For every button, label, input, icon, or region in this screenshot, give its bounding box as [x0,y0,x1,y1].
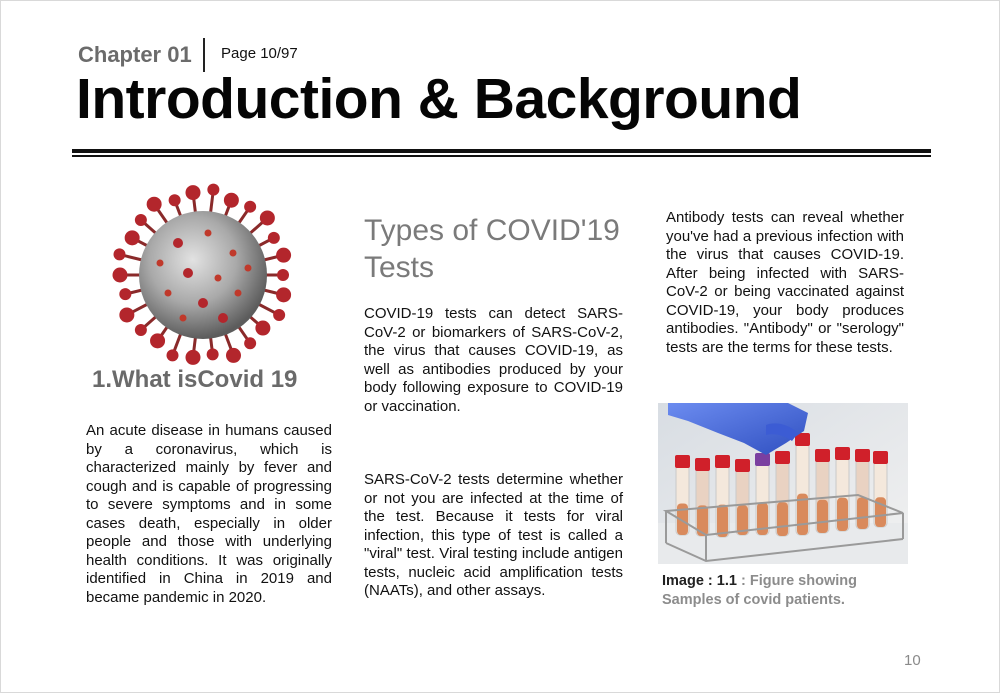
tube-liquid [757,503,768,535]
virus-surface-dot [173,238,183,248]
virus-spike-head [113,248,125,260]
virus-spike-head [260,210,275,225]
virus-spike-head [276,287,291,302]
page-indicator: Page 10/97 [221,45,298,62]
virus-surface-dot [218,313,228,323]
virus-spike-head [276,248,291,263]
tube-cap [873,451,888,464]
image-caption [662,572,902,609]
virus-spike-head [135,324,147,336]
virus-body [139,211,267,339]
virus-spike-head [244,337,256,349]
tests-intro-text: COVID-19 tests can detect SARS-CoV-2 or biomarkers of SARS-CoV-2, the virus that causes COVID-19, as well as antibodies produced by your body following exposure to COVID-19 or vaccination. [364,305,623,415]
title-rule-thick [72,149,931,153]
virus-spike-head [268,232,280,244]
virus-spike-head [244,201,256,213]
virus-spike-head [119,288,131,300]
virus-surface-dot [215,275,222,282]
virus-spike-head [169,194,181,206]
viral-tests-text: SARS-CoV-2 tests determine whether or not you are infected at the time of the test. Because it tests for viral infection, this type of test is called a "viral" test. Viral testing include antigen tests, nucleic acid amplification tests (NAATs), and other assays. [364,471,623,599]
caption-label: Image : 1.1 [662,573,737,589]
caption-text: : Figure showing Samples of covid patients. [662,573,857,608]
virus-spike-head [185,185,200,200]
title-rule-thin [72,155,931,157]
virus-spike-head [224,193,239,208]
tube-cap [775,451,790,464]
covid-definition-text: An acute disease in humans caused by a coronavirus, which is characterized mainly by fever and cough and is capable of progressing to severe symptoms and in some cases death, especially in older people and those with underlying health conditions. It was originally identified in China in 2019 and became pandemic in 2020. [86,422,332,606]
virus-spike-head [147,197,162,212]
tube-cap [675,455,690,468]
virus-spike-head [207,184,219,196]
virus-spike-head [185,350,200,365]
tube-cap [735,459,750,472]
virus-surface-dot [235,290,242,297]
tube-cap [835,447,850,460]
virus-surface-dot [180,315,187,322]
virus-spike-head [113,268,128,283]
tube-cap [715,455,730,468]
virus-spike-head [150,333,165,348]
section-heading-test-types: Types of COVID'19 Tests [364,214,620,284]
tube-cap [815,449,830,462]
page-title: Introduction & Background [76,67,802,131]
virus-surface-dot [230,250,237,257]
virus-surface-dot [165,290,172,297]
virus-spike-head [119,307,134,322]
tube-cap [755,453,770,466]
virus-spike-head [277,269,289,281]
virus-spike-head [125,230,140,245]
virus-spike-head [226,348,241,363]
virus-surface-dot [157,260,164,267]
virus-spike-head [135,214,147,226]
virus-spike-head [207,348,219,360]
virus-spike-head [273,309,285,321]
tube-cap [855,449,870,462]
footer-page-number: 10 [904,652,921,669]
virus-spike-head [167,349,179,361]
virus-spike-head [255,321,270,336]
virus-surface-dot [205,230,212,237]
chapter-label: Chapter 01 [78,42,192,67]
tube-liquid [817,500,828,533]
antibody-tests-text: Antibody tests can reveal whether you've had a previous infection with the virus that causes COVID-19. After being infected with SARS-CoV-2 or being vaccinated against COVID-19, your body produces antibodies. "Antibody" or "serology" tests are the terms for these tests. [666,209,904,356]
virus-surface-dot [183,268,193,278]
test-tube-samples-photo [658,403,908,564]
virus-surface-dot [198,298,208,308]
tube-liquid [837,498,848,531]
section-heading-what-is-covid: 1.What isCovid 19 [92,366,298,393]
coronavirus-illustration [108,183,298,368]
tube-liquid [777,502,788,536]
tube-cap [695,458,710,471]
virus-surface-dot [245,265,252,272]
tube-liquid [857,498,868,530]
